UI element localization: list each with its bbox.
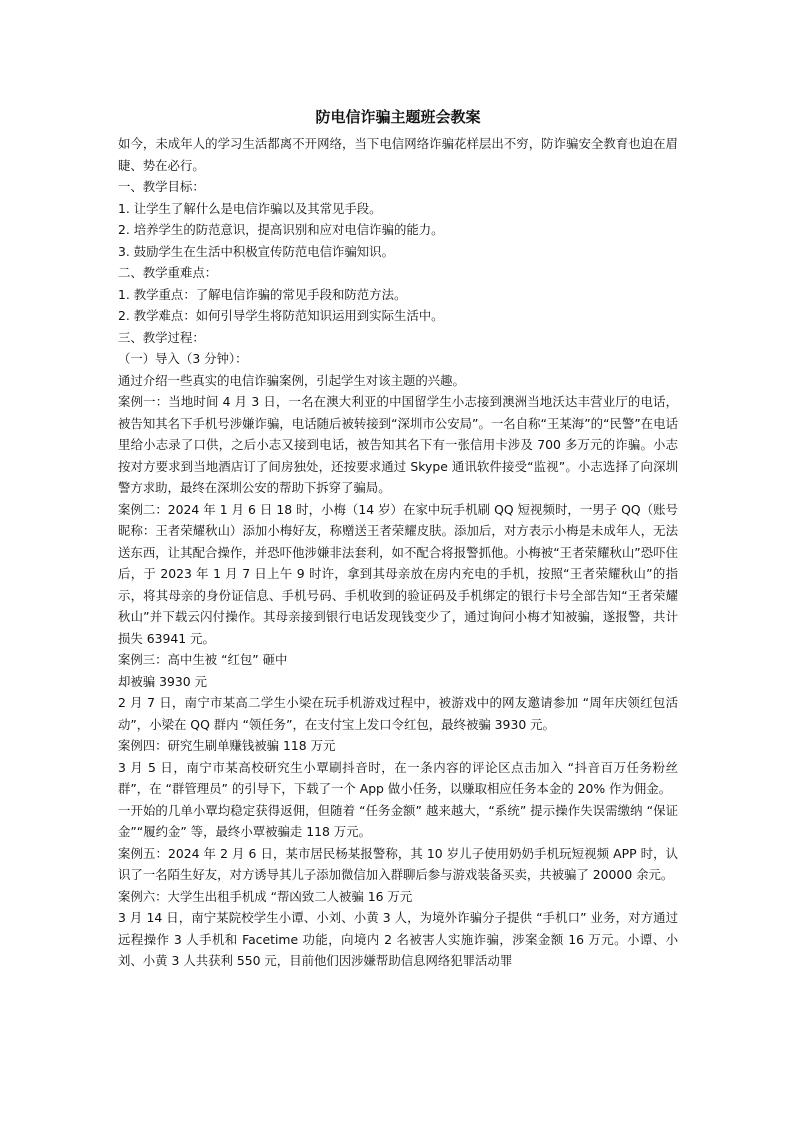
subsection-intro: （一）导入（3 分钟）：	[118, 351, 248, 366]
goal-item-2: 2. 培养学生的防范意识，提高识别和应对电信诈骗的能力。	[118, 222, 444, 237]
document-body	[118, 104, 678, 972]
case-3-body: 2 月 7 日，南宁市某高二学生小梁在玩手机游戏过程中，被游戏中的网友邀请参加 “周年庆领红包活动”，小梁在 QQ 群内 “领任务”，在支付宝上发口令红包，最终被骗 3930 元。	[118, 695, 678, 732]
section-heading-goals: 一、教学目标：	[118, 179, 205, 194]
case-3-heading: 案例三：高中生被 “红包” 砸中	[118, 652, 288, 667]
document-title: 防电信诈骗主题班会教案	[315, 108, 481, 126]
case-2: 案例二：2024 年 1 月 6 日 18 时，小梅（14 岁）在家中玩手机刷 QQ 短视频时，一男子 QQ（账号昵称：王者荣耀秋山）添加小梅好友，称赠送王者荣耀皮肤。添加后，对方表示小梅是未成年人，无法送东西，让其配合操作，并恐吓他涉嫌非法套利，如不配合将报警抓他。小梅被“王者荣耀秋山”恐吓住后，于 2023 年 1 月 7 日上午 9 时许，拿到其母亲放在房内充电的手机，按照“王者荣耀秋山”的指示，将其母亲的身份证信息、手机号码、手机收到的验证码及手机绑定的银行卡号全部告知“王者荣耀秋山”并下载云闪付操作。其母亲接到银行电话发现钱变少了，通过询问小梅才知被骗，遂报警，共计损失 63941 元。	[118, 501, 678, 646]
intro-paragraph: 如今，未成年人的学习生活都离不开网络，当下电信网络诈骗花样层出不穷，防诈骗安全教育也迫在眉睫、势在必行。	[118, 136, 678, 173]
keypoint-item-1: 1. 教学重点：了解电信诈骗的常见手段和防范方法。	[118, 286, 407, 302]
keypoint-item-2: 2. 教学难点：如何引导学生将防范知识运用到实际生活中。	[118, 308, 444, 323]
case-1: 案例一：当地时间 4 月 3 日，一名在澳大利亚的中国留学生小志接到澳洲当地沃达丰营业厅的电话，被告知其名下手机号涉嫌诈骗，电话随后被转接到“深圳市公安局”。一名自称“王某海”的“民警”在电话里给小志录了口供，之后小志又接到电话，被告知其名下有一张信用卡涉及 700 多万元的诈骗。小志按对方要求到当地酒店订了间房独处，还按要求通过 Skype 通讯软件接受“监视”。小志选择了向深圳警方求助，最终在深圳公安的帮助下拆穿了骗局。	[118, 394, 678, 495]
case-4-heading: 案例四：研究生刷单赚钱被骗 118 万元	[118, 738, 336, 753]
case-3-heading-cont: 却被骗 3930 元	[118, 673, 207, 689]
goal-item-1: 1. 让学生了解什么是电信诈骗以及其常见手段。	[118, 200, 382, 216]
case-5: 案例五：2024 年 2 月 6 日，某市居民杨某报警称，其 10 岁儿子使用奶奶手机玩短视频 APP 时，认识了一名陌生好友，对方诱导其儿子添加微信加入群聊后参与游戏装备买卖，共被骗了 20000 余元。	[118, 845, 678, 882]
case-4-body: 3 月 5 日，南宁市某高校研究生小覃刷抖音时，在一条内容的评论区点击加入 “抖音百万任务粉丝群”，在 “群管理员” 的引导下，下载了一个 App 做小任务，以赚取相应任务本金的 20% 作为佣金。	[118, 759, 678, 796]
goal-item-3: 3. 鼓励学生在生活中积极宣传防范电信诈骗知识。	[118, 243, 394, 259]
section-heading-keypoints: 二、教学重难点：	[118, 265, 218, 280]
intro-description: 通过介绍一些真实的电信诈骗案例，引起学生对该主题的兴趣。	[118, 372, 465, 388]
case-6-body: 3 月 14 日，南宁某院校学生小谭、小刘、小黄 3 人，为境外诈骗分子提供 “手机口” 业务，对方通过远程操作 3 人手机和 Facetime 功能，向境内 2 名被害人实施诈骗，涉案金额 16 万元。小谭、小刘、小黄 3 人共获利 550 元，目前他们因涉嫌帮助信息网络犯罪活动罪	[118, 910, 678, 968]
section-heading-process: 三、教学过程：	[118, 329, 205, 345]
case-4-body-cont: 一开始的几单小覃均稳定获得返佣，但随着 “任务金额” 越来越大，“系统” 提示操作失误需缴纳 “保证金”“履约金” 等，最终小覃被骗走 118 万元。	[118, 802, 678, 839]
case-6-heading: 案例六：大学生出租手机成 “帮凶致二人被骗 16 万元	[118, 888, 413, 904]
